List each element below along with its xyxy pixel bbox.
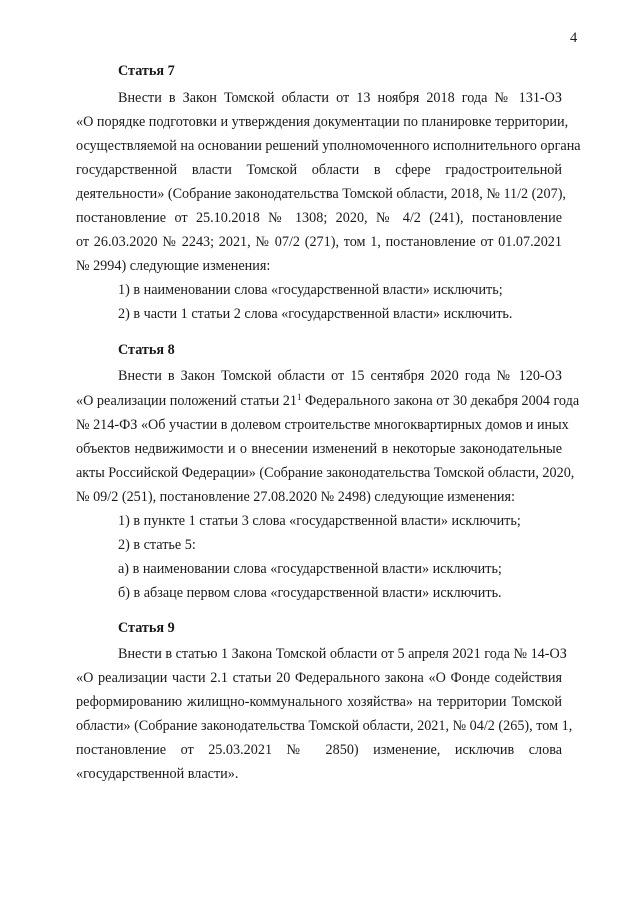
article-9-line-6: «государственной власти».: [76, 766, 239, 782]
article-8-line-2-part-1: «О реализации положений статьи 21: [76, 393, 297, 409]
article-8-line-2-part-2: Федерального закона от 30 декабря 2004 года: [301, 393, 580, 409]
article-7-item-2: 2) в части 1 статьи 2 слова «государственной власти» исключить.: [118, 306, 513, 322]
article-8-line-3: № 214-ФЗ «Об участии в долевом строительстве многоквартирных домов и иных: [76, 417, 569, 433]
article-8-item-a: а) в наименовании слова «государственной власти» исключить;: [118, 561, 502, 577]
article-9-line-3: реформированию жилищно-коммунального хозяйства» на территории Томской: [76, 694, 562, 710]
article-9-line-5: постановление от 25.03.2021 № 2850) изменение, исключив слова: [76, 742, 562, 758]
article-7-heading: Статья 7: [118, 63, 175, 79]
article-9-line-1: Внести в статью 1 Закона Томской области от 5 апреля 2021 года № 14-ОЗ: [118, 646, 567, 662]
article-8-line-1: Внести в Закон Томской области от 15 сентября 2020 года № 120-ОЗ: [118, 368, 562, 384]
article-9-heading: Статья 9: [118, 620, 175, 636]
article-7-line-5: деятельности» (Собрание законодательства Томской области, 2018, № 11/2 (207),: [76, 186, 566, 202]
article-8-item-2: 2) в статье 5:: [118, 537, 196, 553]
article-8-line-5: акты Российской Федерации» (Собрание законодательства Томской области, 2020,: [76, 465, 575, 481]
page-number: 4: [570, 30, 578, 46]
article-9-line-4: области» (Собрание законодательства Томской области, 2021, № 04/2 (265), том 1,: [76, 718, 573, 734]
article-9-line-2: «О реализации части 2.1 статьи 20 Федерального закона «О Фонде содействия: [76, 670, 562, 686]
article-7-line-6: постановление от 25.10.2018 № 1308; 2020, № 4/2 (241), постановление: [76, 210, 562, 226]
article-7-line-4: государственной власти Томской области в сфере градостроительной: [76, 162, 562, 178]
article-7-line-1: Внести в Закон Томской области от 13 ноября 2018 года № 131-ОЗ: [118, 90, 562, 106]
article-8-heading: Статья 8: [118, 342, 175, 358]
article-7-line-2: «О порядке подготовки и утверждения документации по планировке территории,: [76, 114, 569, 130]
article-8-line-4: объектов недвижимости и о внесении изменений в некоторые законодательные: [76, 441, 562, 457]
superscript-one: 1: [296, 392, 302, 402]
article-7-line-7: от 26.03.2020 № 2243; 2021, № 07/2 (271), том 1, постановление от 01.07.2021: [76, 234, 562, 250]
article-7-line-8: № 2994) следующие изменения:: [76, 258, 271, 274]
article-7-line-3: осуществляемой на основании решений уполномоченного исполнительного органа: [76, 138, 581, 154]
article-7-item-1: 1) в наименовании слова «государственной власти» исключить;: [118, 282, 503, 298]
article-8-item-1: 1) в пункте 1 статьи 3 слова «государственной власти» исключить;: [118, 513, 521, 529]
article-8-item-b: б) в абзаце первом слова «государственной власти» исключить.: [118, 585, 502, 601]
article-8-line-6: № 09/2 (251), постановление 27.08.2020 № 2498) следующие изменения:: [76, 489, 515, 505]
article-8-line-2: [76, 392, 580, 409]
